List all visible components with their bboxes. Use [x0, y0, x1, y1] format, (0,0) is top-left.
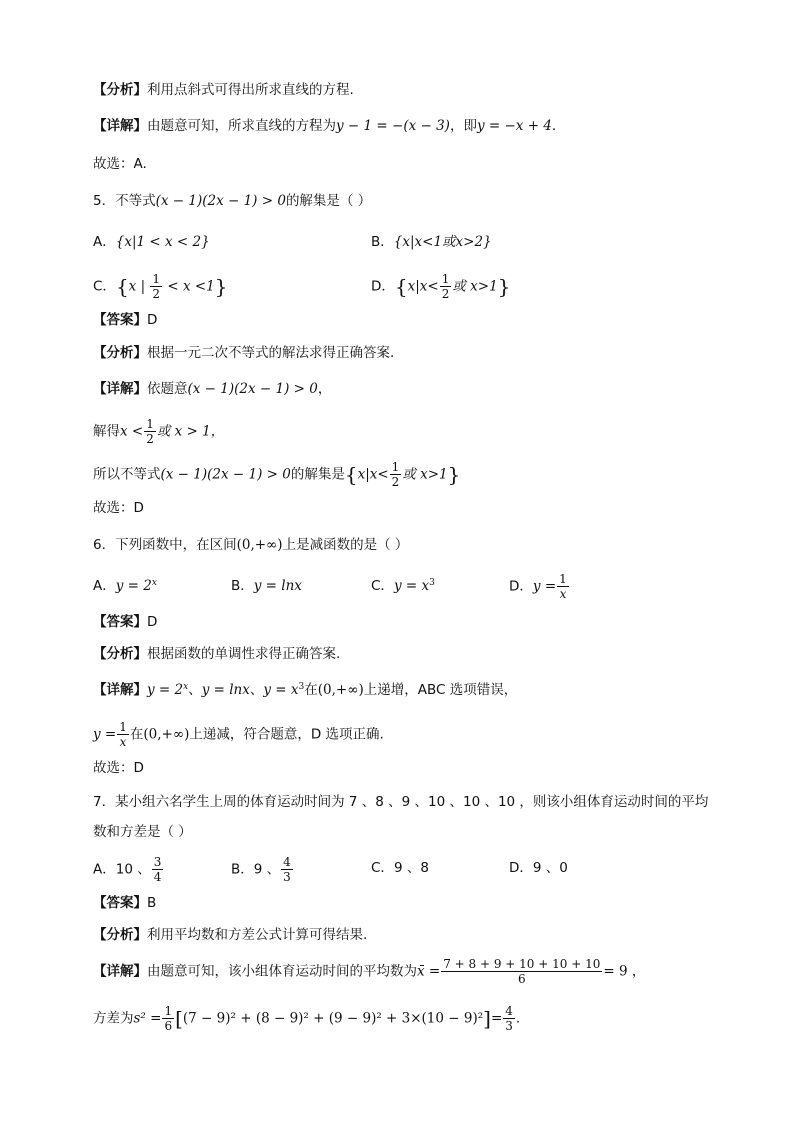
option-value: < x <1	[163, 278, 215, 295]
option-value: 9 、0	[532, 860, 568, 876]
q5-option-b	[371, 232, 492, 252]
numerator: 1	[441, 272, 450, 286]
fraction	[440, 272, 452, 301]
q7-option-d	[509, 858, 568, 878]
numerator: 1	[152, 272, 161, 286]
analysis-tag: 【分析】	[93, 646, 147, 662]
option-exponent: 3	[429, 578, 435, 588]
detail-function: y = x	[263, 682, 299, 698]
variance-text: 方差为	[93, 1010, 134, 1027]
conclusion-set: x|x<	[357, 466, 389, 483]
analysis-tag: 【分析】	[93, 345, 147, 361]
q5-detail	[93, 379, 331, 399]
fraction	[503, 1004, 515, 1033]
stem-text: 的解集是（ ）	[285, 193, 372, 209]
detail-exponent: x	[183, 682, 189, 692]
detail-tag: 【详解】	[93, 682, 147, 698]
answer-tag: 【答案】	[93, 895, 147, 911]
q7-analysis	[93, 925, 367, 945]
fraction	[281, 855, 293, 884]
q6-detail-2	[93, 720, 384, 749]
answer-tag: 【答案】	[93, 614, 147, 630]
option-label: D．	[509, 860, 533, 876]
q5-answer	[93, 310, 157, 330]
variance-expression: (7 − 9)² + (8 − 9)² + (9 − 9)² + 3×(10 − 9)²	[182, 1010, 484, 1027]
detail-end: .	[551, 118, 557, 134]
stem-interval: (0,+∞)	[236, 537, 283, 553]
analysis-text: 利用点斜式可得出所求直线的方程.	[147, 82, 354, 98]
denominator: 4	[153, 870, 162, 884]
q7-detail	[93, 957, 645, 986]
analysis-tag: 【分析】	[93, 82, 147, 98]
stem-text: 上是减函数的是（ ）	[282, 537, 409, 553]
denominator: 2	[152, 287, 161, 301]
stem-text: 6．下列函数中，在区间	[93, 537, 237, 553]
punctuation: .	[515, 1010, 521, 1027]
detail-text: 上递减，符合题意，D 选项正确.	[189, 726, 384, 743]
detail-text: 在	[129, 726, 144, 743]
q5-option-a	[93, 232, 210, 252]
fraction	[441, 957, 602, 986]
separator: 、	[188, 682, 202, 698]
answer-value: D	[147, 614, 158, 630]
answer-value: D	[147, 312, 158, 328]
q4-detail	[93, 116, 556, 136]
denominator: 6	[517, 972, 526, 986]
mean-result: = 9 ，	[603, 963, 646, 980]
numerator: 1	[391, 460, 400, 474]
option-label: D．	[509, 578, 533, 595]
mean-symbol: x̄ =	[417, 963, 441, 980]
q7-stem-line2: 数和方差是（ ）	[93, 824, 192, 840]
analysis-tag: 【分析】	[93, 927, 147, 943]
option-label: C．	[371, 578, 394, 594]
q5-stem	[93, 191, 371, 211]
fraction	[162, 1004, 174, 1033]
denominator: 2	[441, 287, 450, 301]
answer-value: B	[147, 895, 157, 911]
detail-function: y = 2	[147, 682, 184, 698]
detail-text: 依题意	[147, 381, 188, 397]
solve-text: 解得	[93, 423, 120, 440]
equals: =	[490, 1010, 503, 1027]
q6-option-b	[231, 576, 302, 596]
punctuation: ，	[317, 381, 332, 397]
option-label: D．	[371, 278, 395, 295]
q7-stem-line1: 7．某小组六名学生上周的体育运动时间为 7 、8 、9 、10 、10 、10 ，则该小组体育运动时间的平均	[93, 794, 709, 810]
option-exponent: x	[151, 578, 157, 588]
option-value: x|x<	[407, 278, 439, 295]
q5-solve	[93, 417, 224, 446]
denominator: 3	[283, 870, 291, 884]
fraction	[150, 272, 162, 301]
denominator: 2	[146, 432, 154, 446]
numerator: 3	[153, 855, 162, 869]
option-value: 9 、	[253, 861, 281, 878]
q7-answer	[93, 893, 156, 913]
option-label: A．	[93, 234, 116, 250]
detail-equation: y = −x + 4	[476, 118, 552, 134]
solve-expression: 或 x > 1，	[156, 423, 225, 440]
numerator: 1	[164, 1004, 173, 1018]
numerator: 4	[505, 1004, 513, 1018]
denominator: 3	[505, 1019, 513, 1033]
detail-tag: 【详解】	[93, 963, 147, 980]
q6-option-a	[93, 576, 157, 596]
denominator: 6	[164, 1019, 173, 1033]
option-value: {x|1 < x < 2}	[115, 234, 210, 250]
q6-answer	[93, 612, 157, 632]
option-value: 10 、	[115, 861, 151, 878]
option-value: x |	[128, 278, 150, 295]
q5-conclusion: 所以不等式(x − 1)(2x − 1) > 0的解集是{x|x< $\frac{1}{2}$ 或 x>1}	[93, 460, 461, 489]
option-value: y = lnx	[253, 578, 302, 594]
numerator: 4	[283, 855, 291, 869]
detail-function: y = lnx	[201, 682, 250, 698]
option-value: 9 、8	[393, 860, 429, 876]
option-label: B．	[371, 234, 394, 250]
q6-stem	[93, 535, 408, 555]
numerator: 1	[146, 417, 154, 431]
option-label: B．	[231, 578, 254, 594]
q5-choice: 故选：D	[93, 500, 144, 516]
q6-option-c	[371, 576, 435, 596]
detail-text: 由题意可知，该小组体育运动时间的平均数为	[147, 963, 417, 980]
fraction	[152, 855, 164, 884]
fraction	[117, 720, 129, 749]
detail-tag: 【详解】	[93, 381, 147, 397]
option-value: y = 2	[115, 578, 152, 594]
denominator: x	[559, 587, 567, 601]
conclusion-set: 或 x>1	[402, 466, 448, 483]
answer-tag: 【答案】	[93, 312, 147, 328]
detail-text: 在	[304, 682, 318, 698]
q6-detail	[93, 680, 517, 700]
separator: 、	[249, 682, 264, 698]
option-label: A．	[93, 861, 116, 878]
option-value: y = x	[393, 578, 430, 594]
detail-interval: (0,+∞)	[143, 726, 190, 743]
detail-interval: (0,+∞)	[317, 682, 364, 698]
stem-expression: (x − 1)(2x − 1) > 0	[155, 193, 286, 209]
option-label: C．	[93, 278, 116, 295]
q7-option-a	[93, 855, 164, 884]
conclusion-expression: (x − 1)(2x − 1) > 0	[160, 466, 291, 483]
q7-option-b	[231, 855, 294, 884]
variance-symbol: s² =	[133, 1010, 162, 1027]
option-value: 或 x>1	[452, 278, 498, 295]
analysis-text: 根据一元二次不等式的解法求得正确答案.	[147, 345, 395, 361]
fraction	[390, 460, 402, 489]
conclusion-text: 所以不等式	[93, 466, 161, 483]
denominator: 2	[391, 475, 400, 489]
detail-text: 由题意可知，所求直线的方程为	[147, 118, 336, 134]
detail-equation: y − 1 = −(x − 3)	[336, 118, 450, 134]
conclusion-text: 的解集是	[290, 466, 345, 483]
q7-option-c	[371, 858, 429, 878]
detail-function: y =	[93, 726, 117, 743]
solve-expression: x <	[120, 423, 144, 440]
option-label: B．	[231, 861, 254, 878]
q4-choice: 故选：A.	[93, 156, 147, 172]
stem-text: 5．不等式	[93, 193, 156, 209]
numerator: 1	[119, 720, 127, 734]
numerator: 7 + 8 + 9 + 10 + 10 + 10	[443, 957, 601, 971]
detail-text: ，即	[449, 118, 477, 134]
detail-tag: 【详解】	[93, 118, 147, 134]
q4-analysis	[93, 80, 354, 100]
detail-text: 上递增，ABC 选项错误，	[363, 682, 518, 698]
analysis-text: 利用平均数和方差公式计算可得结果.	[147, 927, 368, 943]
q6-choice: 故选：D	[93, 760, 144, 776]
analysis-text: 根据函数的单调性求得正确答案.	[147, 646, 341, 662]
q6-option-d	[509, 572, 570, 601]
numerator: 1	[559, 572, 567, 586]
q5-analysis	[93, 343, 394, 363]
option-value: {x|x<1或x>2}	[393, 234, 492, 250]
q5-option-c: C．{x | $\frac{1}{2}$ < x <1}	[93, 272, 228, 301]
q7-variance: 方差为s² = $\frac{1}{6}$ [(7 − 9)² + (8 − 9)² + (9 − 9)² + 3×(10 − 9)²]= $\frac{4}{3}$ .	[93, 1004, 521, 1033]
detail-exponent: 3	[298, 682, 305, 692]
q5-option-d: D．{x|x< $\frac{1}{2}$ 或 x>1}	[371, 272, 511, 301]
detail-expression: (x − 1)(2x − 1) > 0	[187, 381, 318, 397]
q6-analysis	[93, 644, 340, 664]
fraction	[557, 572, 569, 601]
fraction	[144, 417, 156, 446]
option-value: y =	[532, 578, 557, 595]
denominator: x	[119, 735, 127, 749]
option-label: A．	[93, 578, 116, 594]
option-label: C．	[371, 860, 394, 876]
